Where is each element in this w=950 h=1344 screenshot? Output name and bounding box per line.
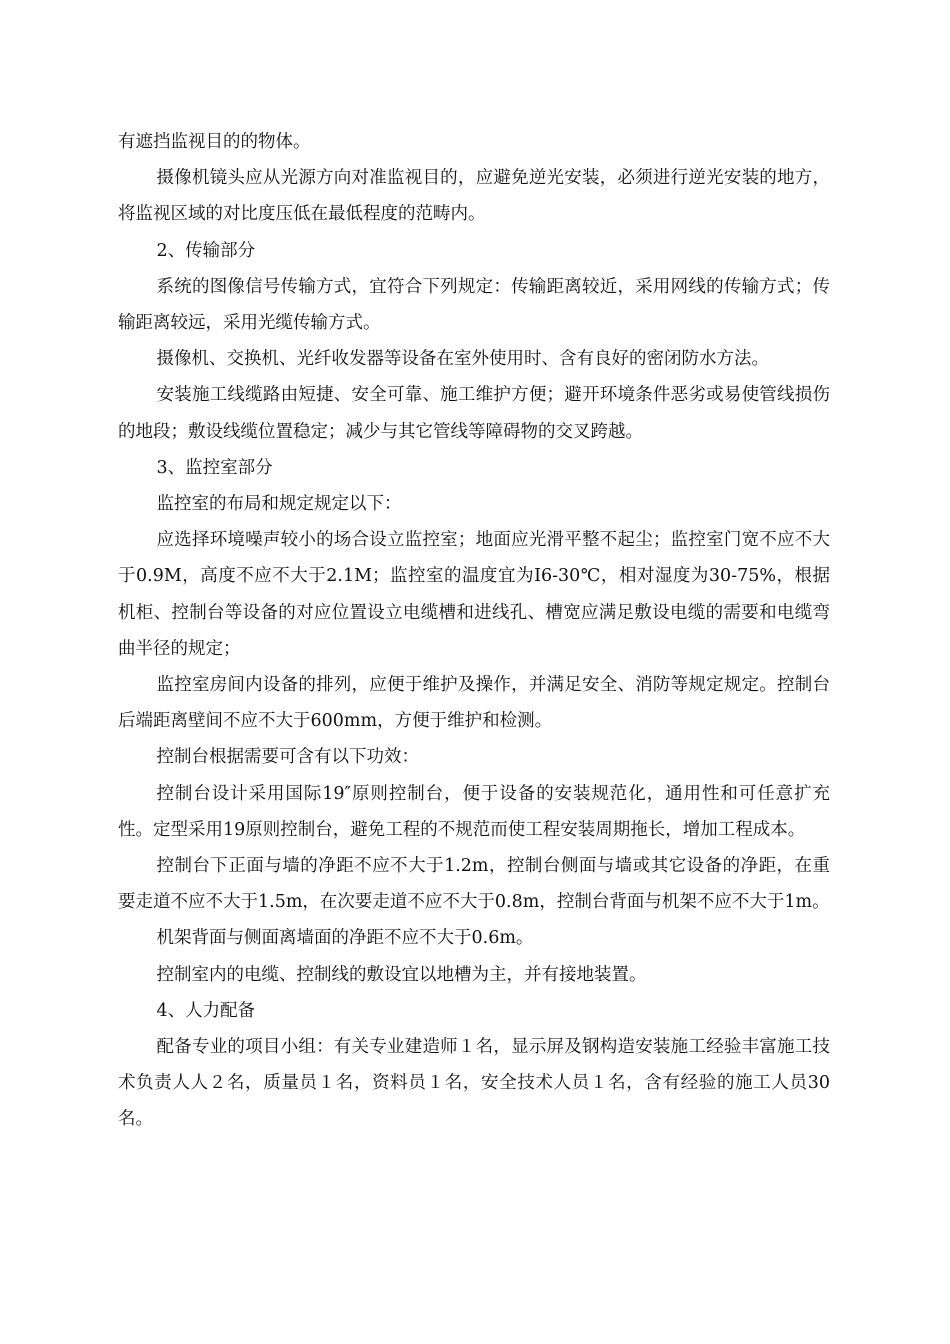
paragraph: 安装施工线缆路由短捷、安全可靠、施工维护方便；避开环境条件恶劣或易使管线损伤的地段；敷设线缆位置稳定；减少与其它管线等障碍物的交叉跨越。 [118,385,830,442]
paragraph: 机架背面与侧面离墙面的净距不应不大于0.6m。 [156,928,534,949]
paragraph: 控制台根据需要可含有以下功效： [156,747,419,768]
section-heading-staffing: 4、人力配备 [156,1000,256,1021]
paragraph: 配备专业的项目小组：有关专业建造师１名，显示屏及钢构造安装施工经验丰富施工技术负责人人２名，质量员１名，资料员１名，安全技术人员１名，含有经验的施工人员30名。 [118,1037,830,1130]
paragraph: 控制台设计采用国际19″原则控制台，便于设备的安装规范化，通用性和可任意扩充性。定型采用19原则控制台，避免工程的不规范而使工程安装周期拖长，增加工程成本。 [118,783,830,840]
paragraph: 摄像机镜头应从光源方向对准监视目的，应避免逆光安装，必须进行逆光安装的地方，将监视区域的对比度压低在最低程度的范畴内。 [118,168,830,225]
document-body [118,124,830,1138]
paragraph: 控制台下正面与墙的净距不应不大于1.2m，控制台侧面与墙或其它设备的净距，在重要走道不应不大于1.5m，在次要走道不应不大于0.8m，控制台背面与机架不应不大于1m。 [118,856,830,913]
paragraph: 监控室房间内设备的排列，应便于维护及操作，并满足安全、消防等规定规定。控制台后端距离壁间不应不大于600mm，方便于维护和检测。 [118,675,830,732]
paragraph: 监控室的布局和规定规定以下： [156,494,402,515]
paragraph: 摄像机、交换机、光纤收发器等设备在室外使用时、含有良好的密闭防水方法。 [156,349,769,370]
paragraph: 应选择环境噪声较小的场合设立监控室；地面应光滑平整不起尘；监控室门宽不应不大于0.9M，高度不应不大于2.1M；监控室的温度宜为I6-30℃，相对湿度为30-75%，根据机柜、控制台等设备的对应位置设立电缆槽和进线孔、槽宽应满足敷设电缆的需要和电缆弯曲半径的规定； [118,530,830,659]
paragraph: 控制室内的电缆、控制线的敷设宜以地槽为主，并有接地装置。 [156,964,647,985]
paragraph-continuation: 有遮挡监视目的的物体。 [118,132,311,152]
section-heading-transmission: 2、传输部分 [156,240,256,261]
section-heading-control-room: 3、监控室部分 [156,457,273,478]
paragraph: 系统的图像信号传输方式，宜符合下列规定：传输距离较近，采用网线的传输方式；传输距离较远，采用光缆传输方式。 [118,276,830,334]
